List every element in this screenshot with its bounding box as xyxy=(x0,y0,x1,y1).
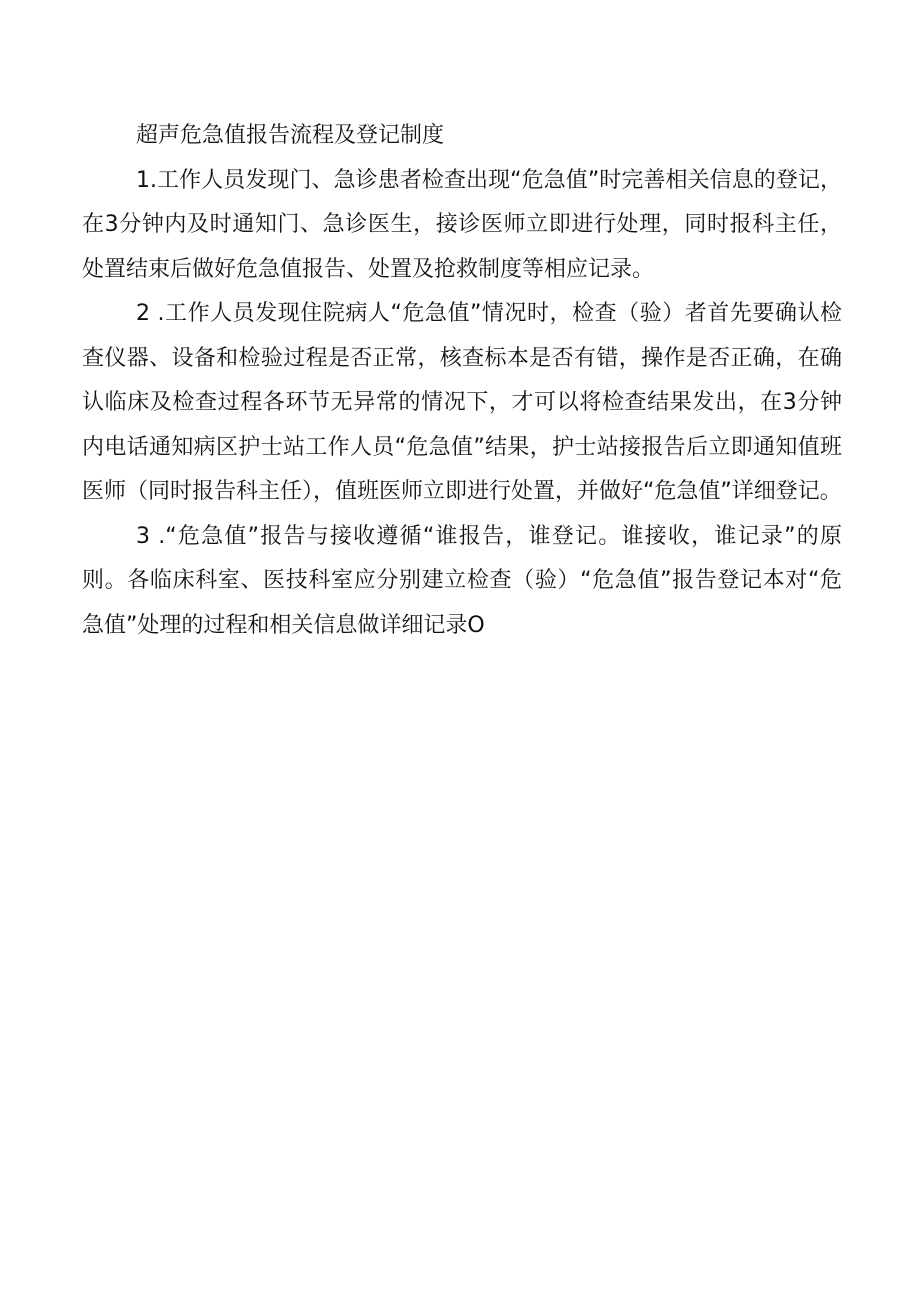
document-body xyxy=(82,114,842,648)
document-title: 超声危急值报告流程及登记制度 xyxy=(136,123,445,148)
paragraph-1: 1.工作人员发现门、急诊患者检查出现“危急值”时完善相关信息的登记，在3分钟内及时通知门、急诊医生，接诊医师立即进行处理，同时报科主任，处置结束后做好危急值报告、处置及抢救制度等相应记录。 xyxy=(82,167,842,282)
paragraph-3: 3 .“危急值”报告与接收遵循“谁报告，谁登记。谁接收，谁记录”的原则。各临床科室、医技科室应分别建立检查（验）“危急值”报告登记本对“危急值”处理的过程和相关信息做详细记录O xyxy=(82,523,842,638)
paragraph-2: 2 .工作人员发现住院病人“危急值”情况时，检查（验）者首先要确认检查仪器、设备和检验过程是否正常，核查标本是否有错，操作是否正确，在确认临床及检查过程各环节无异常的情况下，才可以将检查结果发出，在3分钟内电话通知病区护士站工作人员“危急值”结果，护士站接报告后立即通知值班医师（同时报告科主任），值班医师立即进行处置，并做好“危急值”详细登记。 xyxy=(82,301,842,504)
